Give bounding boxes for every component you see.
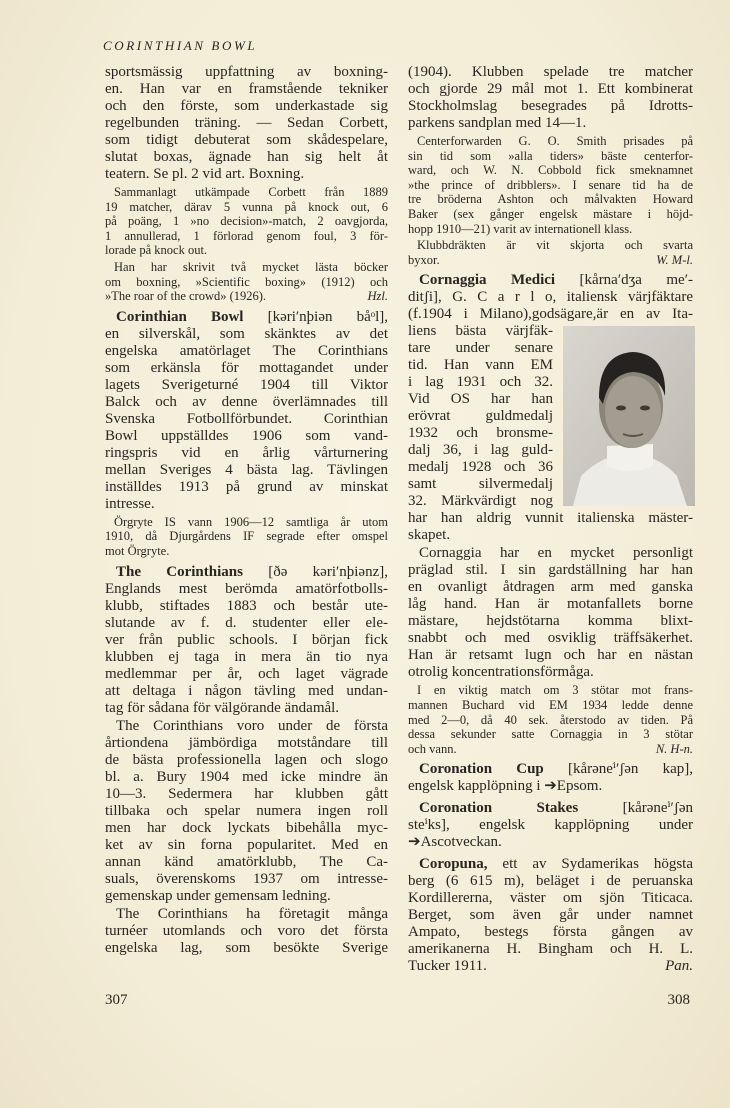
text-line: årtiondena jämbördiga motståndare till: [105, 734, 388, 751]
text-line: bl. a. Bury 1904 med icke mindre än: [105, 768, 388, 785]
text-line: Sammanlagt utkämpade Corbett från 1889: [114, 185, 388, 199]
note-paragraph: [408, 134, 693, 236]
text-line: men har dock lyckats bibehålla myc-: [105, 819, 388, 836]
entry-headword: The Corinthians: [116, 563, 243, 580]
text-line: inställdes 1913 på grund av minskat: [105, 478, 388, 495]
text-line: Baker (sex gånger engelsk mästare i höjd-: [408, 206, 693, 221]
page-number-left: 307: [105, 992, 128, 1008]
text-line: Englands mest berömda amatörfotbolls-: [105, 580, 388, 597]
text-line: intresse.: [105, 495, 155, 512]
text-line: i lag 1931 och 32.: [408, 374, 553, 391]
text-line: parkens sandplan med 14—1.: [408, 115, 587, 131]
author-signature: N. H-n.: [655, 741, 693, 756]
text-line: regelbunden träning. — Sedan Corbett,: [105, 115, 388, 131]
text-line: en ovanligt åtdragen arm med ganska: [408, 579, 693, 596]
line-text: [kårəneⁱ′ʃən: [578, 800, 693, 817]
text-line: har han aldrig vunnit italienska mäster-: [408, 510, 693, 527]
text-line: The Corinthians ha företagit många: [116, 905, 388, 922]
text-line: [408, 761, 693, 778]
entry-headword: Corinthian Bowl: [116, 308, 244, 325]
text-line: tillbaka och spelar numera ingen roll: [105, 802, 388, 819]
paragraph: [408, 64, 693, 132]
text-line: hopp 1910—21) varit av internationell klass.: [408, 221, 633, 236]
text-line: ringspris vid en årlig vårturnering: [105, 444, 388, 461]
text-line: lorade på knock out.: [105, 243, 208, 258]
entry-headword: Coronation Stakes: [419, 800, 579, 817]
text-line: 32. Märkvärdigt nog: [408, 493, 553, 510]
text-line: samt silvermedalj: [408, 476, 553, 493]
paragraph: [105, 906, 388, 957]
line-text: »The roar of the crowd» (1926).: [105, 289, 267, 304]
text-line: präglad stil. I sin gardställning har han: [408, 562, 693, 579]
text-line: som erkänsla för mottagandet under: [105, 359, 388, 376]
line-text: [kårna′dʒa me′-: [555, 272, 693, 289]
text-line: mannen Buchard vid EM 1934 ledde denne: [408, 697, 693, 712]
text-line: erövrat guldmedalj: [408, 408, 553, 425]
text-line: 10—3. Sedermera har klubben gått: [105, 785, 388, 802]
text-line: mot Örgryte.: [105, 543, 170, 558]
text-line: The Corinthians voro under de första: [116, 717, 388, 734]
text-line: liens bästa värjfäk-: [408, 323, 553, 340]
text-line: engelsk kapplöpning i ➔Epsom.: [408, 778, 603, 795]
entry-headword: Cornaggia Medici: [419, 272, 556, 289]
text-line: ket av sin forna popularitet. Med en: [105, 836, 388, 853]
text-line: på poäng, 1 »no decision»-match, 2 oavgjorda,: [105, 214, 388, 229]
text-line: Stockholmslag besegrades på Idrotts-: [408, 98, 693, 114]
text-line: mellan Sveriges 4 bästa lag. Tävlingen: [105, 461, 388, 478]
text-line: 1 annullerad, 1 förlorad genom foul, 3 för-: [105, 228, 388, 243]
text-line: låg hand. Han är motanfallets borne: [408, 596, 693, 613]
note-paragraph: [105, 185, 388, 258]
encyclopedia-entry: [105, 309, 388, 513]
text-line: gemenskap under gemensam ledning.: [105, 887, 331, 904]
entry-headword: Coronation Cup: [419, 761, 544, 778]
text-line: berg (6 615 m), beläget i de peruanska: [408, 873, 693, 890]
page-number-right: 308: [667, 992, 690, 1008]
text-line: sportsmässig uppfattning av boxning-: [105, 64, 388, 80]
text-line: [408, 742, 693, 757]
text-line: steⁱks], engelsk kapplöpning under: [408, 817, 693, 834]
text-line: [105, 564, 388, 581]
text-line: som tidigt debuterat som skådespelare,: [105, 132, 388, 148]
line-text: [kəri′nþiən båᵒl],: [243, 308, 388, 325]
text-line: lagets Sverigeturné 1904 till Viktor: [105, 376, 388, 393]
text-line: 19 matcher, därav 5 vunna på knock out, 6: [105, 199, 388, 214]
line-text: Tucker 1911.: [408, 958, 487, 975]
text-line: medalj 1928 och 36: [408, 459, 553, 476]
text-line: suals, överenskoms 1937 om intresse-: [105, 870, 388, 887]
text-line: otrolig koncentrationsförmåga.: [408, 664, 594, 681]
encyclopedia-entry: [408, 761, 693, 795]
text-line: amerikanerna H. Bingham och H. L.: [408, 941, 693, 958]
text-line: engelska amatörlaget The Corinthians: [105, 342, 388, 359]
text-line: en. Han var en framstående tekniker: [105, 81, 388, 97]
text-line: teatern. Se pl. 2 vid art. Boxning.: [105, 166, 305, 182]
text-line: tare under senare: [408, 340, 553, 357]
line-text: och vann.: [408, 741, 457, 756]
note-paragraph: [408, 683, 693, 756]
text-line: [408, 272, 693, 289]
text-line: de bästa professionella lagen och slogo: [105, 751, 388, 768]
text-line: »the prince of dribblers». I senare tid ha de: [408, 177, 693, 192]
text-line: Örgryte IS vann 1906—12 samtliga år utom: [114, 514, 388, 529]
text-line: medlemmar per år, och laget vägrade: [105, 665, 388, 682]
note-paragraph: [408, 238, 693, 267]
text-line: [105, 289, 388, 304]
text-line: sin tid som »alla tiders» bäste centerfor-: [408, 148, 693, 163]
running-head: CORINTHIAN BOWL: [103, 38, 258, 53]
text-line: Cornaggia har en mycket personligt: [419, 545, 693, 562]
text-line: tre bröderna Ashton och målvakten Howard: [408, 192, 693, 207]
text-line: Ampato, bestegs första gången av: [408, 924, 693, 941]
text-line: (1904). Klubben spelade tre matcher: [408, 64, 693, 80]
line-text: [ðə kəri′nþiənz],: [242, 563, 388, 580]
text-line: turnéer utomlands och voro det första: [105, 922, 388, 939]
text-line: klubben ej taga in mera än tio nya: [105, 648, 388, 665]
text-line: slutat boxas, ägnade han sig helt åt: [105, 149, 388, 165]
entry-headword: Coropuna,: [419, 856, 488, 873]
text-line: annan känd amatörklubb, The Ca-: [105, 853, 388, 870]
note-paragraph: [105, 260, 388, 304]
author-signature: Hzl.: [367, 289, 388, 304]
text-line: [408, 856, 693, 873]
line-text: [kårəneⁱ′ʃən kap],: [543, 761, 693, 778]
text-line: om boxning, »Scientific boxing» (1912) och: [105, 274, 388, 289]
text-line: engelska lag, som besökte Sverige: [105, 939, 388, 956]
text-line: dalj 36, i lag guld-: [408, 442, 553, 459]
text-line: ditʃi], G. C a r l o, italiensk värjfäktare: [408, 289, 693, 306]
text-line: Berget, som även går under namnet: [408, 907, 693, 924]
paragraph: [408, 545, 693, 681]
text-line: Bowl uppställdes 1906 som vand-: [105, 427, 388, 444]
line-text: ett av Sydamerikas högsta: [487, 856, 693, 873]
text-line: ➔Ascotveckan.: [408, 834, 502, 851]
left-column: [105, 63, 388, 957]
text-line: (f.1904 i Milano),godsägare,är en av Ita-: [408, 306, 693, 323]
text-line: Balck och av denne överlämnades till: [105, 393, 388, 410]
text-line: slutande av f. d. studenter eller ele-: [105, 614, 388, 631]
text-line: Han är retsamt lugn och har en nästan: [408, 647, 693, 664]
text-line: Kordillererna, väster om sjön Titicaca.: [408, 890, 693, 907]
encyclopedia-entry: [105, 564, 388, 717]
text-line: ver från public schools. I början fick: [105, 631, 388, 648]
text-line: [408, 800, 693, 817]
text-line: tag för sådana för välgörande ändamål.: [105, 699, 340, 716]
text-line: mästare, hejdstötarna komma blixt-: [408, 613, 693, 630]
text-line: Klubbdräkten är vit skjorta och svarta: [417, 238, 693, 253]
note-paragraph: [105, 515, 388, 559]
paragraph: [105, 64, 388, 183]
text-line: 1910, då Djurgårdens IF segrade efter omspel: [105, 529, 388, 544]
text-line: [408, 958, 693, 975]
encyclopedia-entry: [408, 800, 693, 851]
right-column: [408, 63, 693, 975]
text-line: och gjorde 29 mål mot 1. Ett kombinerat: [408, 81, 693, 97]
text-line: Han har skrivit två mycket lästa böcker: [114, 259, 388, 274]
portrait-photo: [563, 326, 695, 506]
text-line: 1932 och bronsme-: [408, 425, 553, 442]
text-line: ward, och W. N. Cobbold fick smeknamnet: [408, 163, 693, 178]
text-line: [408, 253, 693, 268]
paragraph: [105, 718, 388, 905]
text-line: Svenska Fotbollförbundet. Corinthian: [105, 410, 388, 427]
text-line: klubb, stiftades 1883 och består ute-: [105, 597, 388, 614]
text-line: med 2—0, då 40 sek. återstodo av tiden. På: [408, 712, 693, 727]
text-line: skapet.: [408, 527, 451, 544]
author-signature: Pan.: [665, 958, 693, 975]
text-line: att deltaga i någon tävling med undan-: [105, 682, 388, 699]
text-line: Centerforwarden G. O. Smith prisades på: [417, 134, 693, 148]
text-line: [105, 309, 388, 326]
line-text: byxor.: [408, 252, 440, 267]
portrait-photo-frame: [553, 324, 693, 510]
text-line: I en viktig match om 3 stötar mot frans-: [417, 683, 693, 698]
text-line: och den förste, som underkastade sig: [105, 98, 388, 114]
text-line: Vid OS har han: [408, 391, 553, 408]
encyclopedia-entry: [408, 856, 693, 975]
text-line: tid. Han vann EM: [408, 357, 553, 374]
text-line: dessa sekunder satte Cornaggia in 3 stötar: [408, 727, 693, 742]
text-line: en silverskål, som skänktes av det: [105, 325, 388, 342]
text-line: snabbt och med osviklig träffsäkerhet.: [408, 630, 693, 647]
author-signature: W. M-l.: [656, 252, 693, 267]
